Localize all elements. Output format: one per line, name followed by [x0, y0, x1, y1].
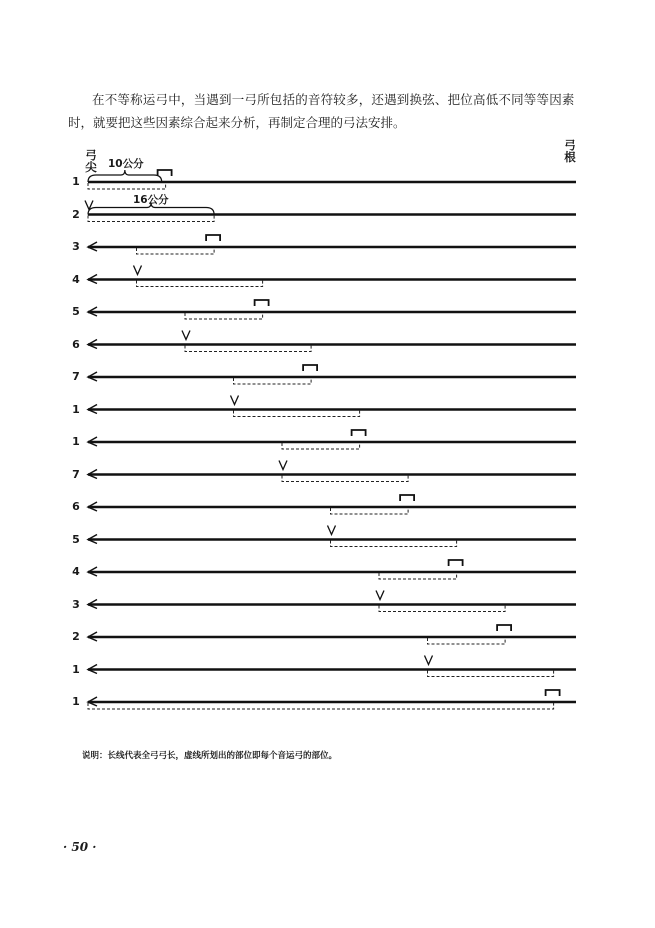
- measure-brace-16: [88, 203, 214, 215]
- row-number: 6: [72, 337, 80, 351]
- row-number: 7: [72, 467, 80, 481]
- bow-segment: [379, 573, 457, 579]
- down-bow-icon: [303, 365, 317, 371]
- measure-label-16: 16公分: [133, 194, 169, 206]
- page-number: · 50 ·: [63, 840, 97, 854]
- caption-note: 说明：长线代表全弓弓长，虚线所划出的部位即每个音运弓的部位。: [82, 751, 338, 761]
- row-number: 1: [72, 175, 80, 188]
- bow-segment: [185, 346, 311, 352]
- measure-label-10: 10公分: [108, 158, 144, 170]
- row-number: 2: [72, 207, 80, 221]
- row-number: 7: [72, 370, 80, 383]
- row-number: 2: [72, 630, 80, 643]
- bow-segment: [88, 216, 214, 222]
- bow-segment: [88, 183, 166, 189]
- row-number: 4: [72, 272, 80, 286]
- down-bow-icon: [255, 300, 269, 306]
- row-number: 6: [72, 500, 80, 513]
- bow-segment: [331, 541, 457, 547]
- bow-segment: [137, 281, 263, 287]
- row-number: 3: [72, 240, 80, 253]
- bow-segment: [234, 378, 312, 384]
- row-number: 5: [72, 305, 80, 318]
- row-number: 1: [72, 662, 80, 676]
- up-bow-icon: [231, 396, 239, 405]
- measure-brace-10: [88, 170, 162, 182]
- up-bow-icon: [328, 526, 336, 535]
- down-bow-icon: [400, 495, 414, 501]
- row-number: 5: [72, 532, 80, 546]
- row-number: 1: [72, 435, 80, 448]
- up-bow-icon: [182, 331, 190, 340]
- up-bow-icon: [376, 591, 384, 600]
- paragraph-line-2: 时，就要把这些因素综合起来分析，再制定合理的弓法安排。: [68, 115, 406, 130]
- bow-segment: [88, 703, 554, 709]
- row-number: 1: [72, 402, 80, 416]
- down-bow-icon: [449, 560, 463, 566]
- bow-segment: [137, 248, 215, 254]
- bow-segment: [331, 508, 409, 514]
- bow-segment: [428, 671, 554, 677]
- down-bow-icon: [158, 170, 172, 176]
- bow-segment: [282, 476, 408, 482]
- bow-tip-label: 弓尖: [85, 148, 97, 174]
- down-bow-icon: [352, 430, 366, 436]
- bow-frog-label: 弓根: [564, 138, 576, 164]
- up-bow-icon: [279, 461, 287, 470]
- bow-segment: [379, 606, 505, 612]
- row-number: 1: [72, 695, 80, 708]
- up-bow-icon: [134, 266, 142, 275]
- paragraph-line-1: 在不等称运弓中，当遇到一弓所包括的音符较多，还遇到换弦、把位高低不同等等因素: [92, 92, 575, 107]
- row-number: 3: [72, 597, 80, 611]
- bow-segment: [234, 411, 360, 417]
- down-bow-icon: [546, 690, 560, 696]
- down-bow-icon: [206, 235, 220, 241]
- bow-segment: [282, 443, 360, 449]
- row-number: 4: [72, 565, 80, 578]
- bow-segment: [428, 638, 506, 644]
- up-bow-icon: [425, 656, 433, 665]
- bow-segment: [185, 313, 263, 319]
- down-bow-icon: [497, 625, 511, 631]
